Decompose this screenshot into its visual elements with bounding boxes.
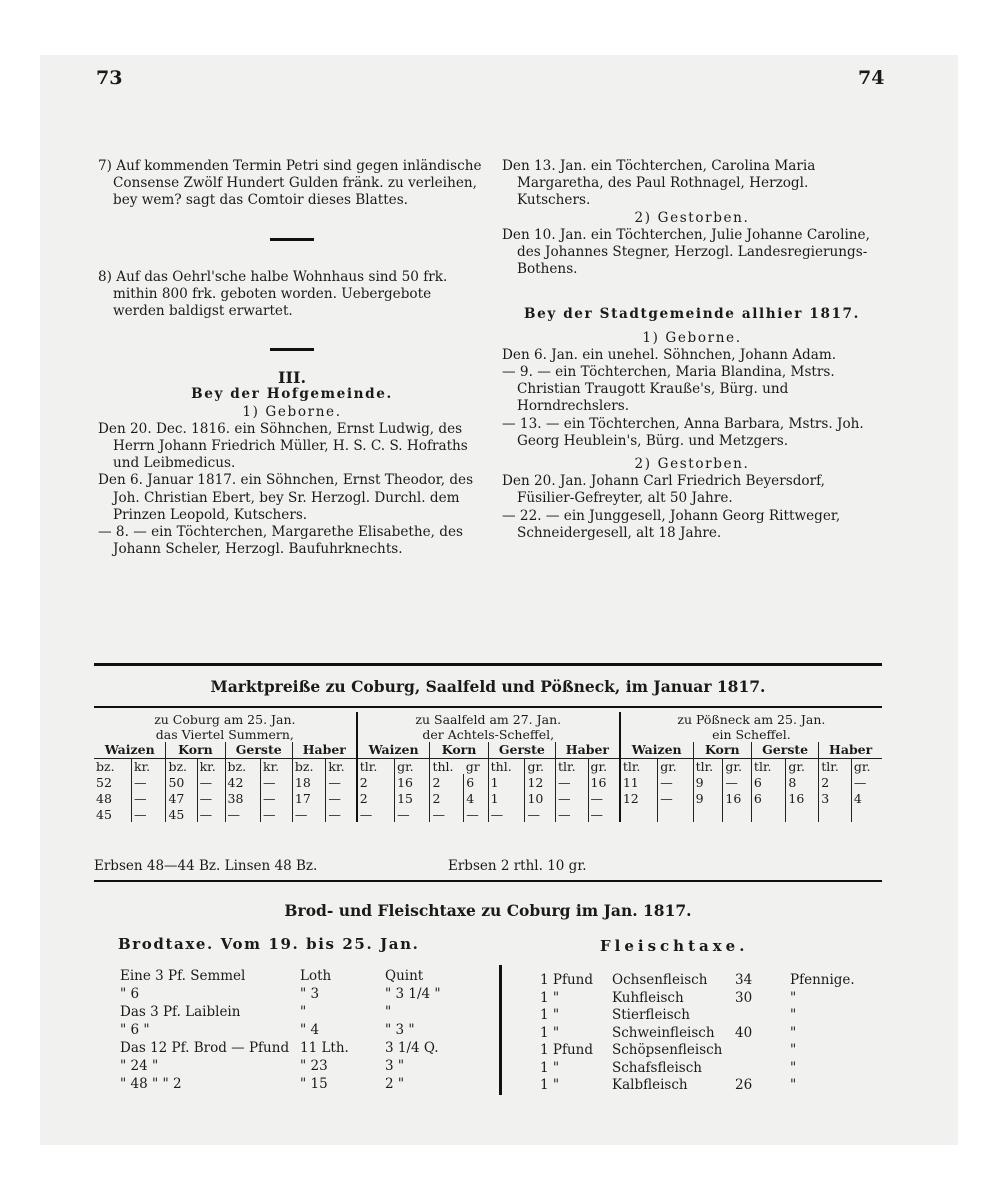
left-column [98,158,486,558]
brod-cell-c: 2 " [385,1076,405,1092]
notice-8: 8) Auf das Oehrl'sche halbe Wohnhaus sind 50 frk. mithin 800 frk. geboten worden. Uebergebote werden baldigst erwartet. [98,268,448,320]
birth-entry: — 13. — ein Töchterchen, Anna Barbara, Mstrs. Joh. Georg Heublein's, Bürg. und Metzgers. [502,415,864,449]
price-cell: — [197,774,225,790]
unit: gr [465,758,480,774]
price-row [94,806,882,822]
fleisch-cell-price: 26 [735,1077,753,1093]
price-cell [620,806,658,822]
unit: gr. [786,758,819,774]
brod-cell-a: Eine 3 Pf. Semmel [120,968,246,984]
price-cell: — [588,790,620,806]
price-cell: 17 [292,790,326,806]
fleisch-cell-q: 1 " [540,1059,560,1076]
fleisch-cell-name: Schafsfleisch [612,1059,702,1076]
price-cell: 18 [292,774,326,790]
fleisch-cell-q: 1 Pfund [540,972,593,988]
price-cell: 2 [430,790,464,806]
unit: thl. [430,758,464,774]
unit: kr. [132,758,166,774]
section-title: Bey der Hofgemeinde. [191,386,393,403]
price-cell: 2 [357,790,395,806]
fleisch-cell-name: Kalbfleisch [612,1077,688,1093]
brod-cell-a: " 6 " [120,1022,150,1038]
price-cell: — [197,790,225,806]
brod-cell-a: Das 12 Pf. Brod — Pfund [120,1040,290,1056]
fleisch-cell-name: Ochsenfleisch [612,972,708,988]
fleisch-cell-name: Schweinfleisch [612,1024,715,1041]
price-cell: 52 [96,774,112,790]
price-cell: 47 [166,790,197,806]
price-cell: — [723,774,752,790]
price-cell: — [326,774,357,790]
unit: tlr. [693,758,723,774]
brod-cell-b: " 15 [300,1076,328,1092]
price-cell: 10 [525,790,556,806]
page-number-left: 73 [96,67,123,89]
price-cell: 8 [786,774,819,790]
fleisch-cell-q: 1 " [540,1024,560,1041]
price-cell [658,806,693,822]
grain-header: Waizen [620,742,693,758]
fleisch-cell-price: 34 [735,972,753,988]
fleisch-cell-unit: " [790,1007,797,1023]
price-cell [819,806,852,822]
price-cell: — [555,774,588,790]
price-cell: — [525,806,556,822]
brod-cell-c: Quint [385,968,424,984]
brod-cell-b: " 3 [300,986,320,1002]
grain-header: Haber [292,742,356,758]
market-price-table [94,712,882,822]
unit: gr. [658,758,693,774]
fleisch-cell-unit: " [790,1024,797,1041]
price-cell: 16 [588,774,620,790]
unit: tlr. [357,758,395,774]
grain-header: Gerste [488,742,555,758]
price-cell: 50 [166,774,197,790]
price-cell: 2 [357,774,395,790]
price-cell: — [261,790,293,806]
price-cell: — [395,806,430,822]
brod-cell-b: " [300,1004,307,1020]
price-rows [94,774,882,822]
price-cell: — [357,806,395,822]
fleisch-cell-price: 30 [735,989,753,1006]
price-cell: — [197,806,225,822]
price-cell: 2 [430,774,464,790]
market-title: Marktpreiße zu Coburg, Saalfeld und Pößneck, im Januar 1817. [210,677,766,696]
unit: tlr. [620,758,658,774]
grain-header: Gerste [225,742,292,758]
unit: kr. [326,758,357,774]
brod-cell-b: Loth [300,968,332,984]
unit: gr. [851,758,882,774]
unit: bz. [225,758,260,774]
saalfeld-header: zu Saalfeld am 27. Jan. [415,712,562,727]
price-cell: — [488,806,525,822]
fleisch-cell-q: 1 " [540,989,560,1006]
price-cell: 4 [464,790,488,806]
deaths-heading: 2) Gestorben. [634,456,750,473]
fleisch-cell-unit: " [790,1059,797,1076]
fleisch-cell-name: Stierfleisch [612,1007,690,1023]
death-entry: — 22. — ein Junggesell, Johann Georg Rittweger, Schneidergesell, alt 18 Jahre. [502,507,841,541]
page-number-right: 74 [858,67,885,89]
fleisch-cell-unit: " [790,1077,797,1093]
price-cell: 45 [166,806,197,822]
unit: tlr. [555,758,588,774]
grain-header: Haber [555,742,619,758]
column-divider [499,965,502,1095]
price-cell: — [261,806,293,822]
fleisch-cell-unit: " [790,989,797,1006]
price-cell: — [555,806,588,822]
price-cell: 4 [851,790,882,806]
brod-cell-a: " 6 [120,986,140,1002]
poessneck-header: zu Pößneck am 25. Jan. [677,712,826,727]
unit: tlr. [751,758,785,774]
tax-title: Brod- und Fleischtaxe zu Coburg im Jan. 1817. [284,901,692,920]
price-cell: 38 [225,790,260,806]
brod-cell-c: 3 1/4 Q. [385,1040,439,1056]
price-cell: — [225,806,260,822]
price-cell: 1 [488,790,525,806]
price-cell: — [132,774,166,790]
price-cell: — [326,790,357,806]
price-cell: 6 [751,774,785,790]
price-cell: — [464,806,488,822]
brod-heading: Brodtaxe. Vom 19. bis 25. Jan. [118,935,420,953]
birth-entry: Den 6. Jan. ein unehel. Söhnchen, Johann Adam. [502,346,837,363]
grain-header: Korn [693,742,751,758]
price-cell: 9 [693,774,723,790]
price-cell: 2 [819,774,852,790]
grain-header: Waizen [94,742,166,758]
price-cell: — [430,806,464,822]
unit: bz. [292,758,326,774]
brod-cell-c: 3 " [385,1058,405,1074]
price-cell: — [588,806,620,822]
birth-entry: Den 6. Januar 1817. ein Söhnchen, Ernst Theodor, des Joh. Christian Ebert, bey Sr. Herzogl. Durchl. dem Prinzen Leopold, Kutschers. [98,472,474,523]
unit: gr. [525,758,556,774]
notice-7: 7) Auf kommenden Termin Petri sind gegen inländische Consense Zwölf Hundert Gulden fränk. zu verleihen, bey wem? sagt das Comtoir dieses Blattes. [98,158,482,209]
price-cell: 11 [620,774,658,790]
price-cell [786,806,819,822]
unit: gr. [588,758,620,774]
section-rule [94,706,882,708]
brod-cell-b: " 23 [300,1058,328,1074]
section-numeral: III. [277,368,307,388]
price-cell: — [132,806,166,822]
city-heading: Bey der Stadtgemeinde allhier 1817. [524,306,860,323]
price-cell: — [261,774,293,790]
death-entry: Den 20. Jan. Johann Carl Friedrich Beyersdorf, Füsilier-Gefreyter, alt 50 Jahre. [502,473,825,507]
fleisch-cell-q: 1 " [540,1077,560,1093]
unit: kr. [197,758,225,774]
price-cell: 6 [751,790,785,806]
price-cell: 42 [225,774,260,790]
grain-header: Waizen [357,742,430,758]
price-cell: 45 [96,806,112,822]
brod-cell-a: " 48 " " 2 [120,1076,182,1092]
price-cell: 12 [620,790,658,806]
birth-entry: — 8. — ein Töchterchen, Margarethe Elisabethe, des Johann Scheler, Herzogl. Baufuhrknechts. [98,524,464,558]
price-cell: 48 [96,790,112,806]
brod-cell-a: " 24 " [120,1058,159,1074]
fleisch-cell-q: 1 Pfund [540,1042,593,1058]
unit: tlr. [819,758,852,774]
price-cell [751,806,785,822]
price-cell: — [658,790,693,806]
birth-entry: Den 20. Dec. 1816. ein Söhnchen, Ernst Ludwig, des Herrn Johann Friedrich Müller, H. S. C. S. Hofraths und Leibmedicus. [98,420,468,472]
section-rule [94,663,882,666]
death-entry: Den 10. Jan. ein Töchterchen, Julie Johanne Caroline, des Johannes Stegner, Herzogl. Landesregierungs-Bothens. [502,226,870,278]
price-cell: — [132,790,166,806]
price-cell: 9 [693,790,723,806]
brod-cell-c: " [385,1004,392,1020]
grain-header: Haber [819,742,882,758]
price-cell [851,806,882,822]
brod-cell-c: " 3 1/4 " [385,986,441,1002]
brod-cell-a: Das 3 Pf. Laiblein [120,1004,241,1020]
unit: thl. [488,758,525,774]
fleisch-cell-name: Schöpsenfleisch [612,1042,723,1058]
unit: bz. [166,758,197,774]
price-row [94,790,882,806]
price-cell [693,806,723,822]
unit: gr. [723,758,752,774]
price-cell: — [555,790,588,806]
unit: kr. [261,758,293,774]
poessneck-header: ein Scheffel. [712,727,791,742]
birth-entry: — 9. — ein Töchterchen, Maria Blandina, Mstrs. Christian Traugott Krauße's, Bürg. und Horndrechslers. [502,364,835,415]
price-cell: — [658,774,693,790]
deaths-heading: 2) Gestorben. [634,209,750,226]
grain-header: Gerste [751,742,818,758]
right-column [502,158,882,542]
price-cell: 3 [819,790,852,806]
saalfeld-header: der Achtels-Scheffel, [422,727,555,742]
brod-cell-c: " 3 " [385,1022,415,1038]
birth-entry: Den 13. Jan. ein Töchterchen, Carolina Maria Margaretha, des Paul Rothnagel, Herzogl. Kutschers. [502,158,816,209]
coburg-header: das Viertel Summern, [155,727,294,742]
price-cell: 16 [723,790,752,806]
price-cell: 6 [464,774,488,790]
price-cell: 1 [488,774,525,790]
fleisch-cell-unit: " [790,1042,797,1058]
price-cell: — [851,774,882,790]
fleisch-heading: Fleischtaxe. [600,937,749,955]
unit: gr. [395,758,430,774]
price-cell: — [292,806,326,822]
coburg-footer: Erbsen 48—44 Bz. Linsen 48 Bz. [94,858,318,874]
fleisch-cell-name: Kuhfleisch [612,989,684,1006]
unit: bz. [96,758,115,774]
fleisch-cell-q: 1 " [540,1007,560,1023]
price-cell: 16 [395,774,430,790]
price-row [94,774,882,790]
brod-cell-b: " 4 [300,1022,320,1038]
price-cell: — [326,806,357,822]
coburg-header: zu Coburg am 25. Jan. [154,712,296,727]
fleisch-cell-price: 40 [735,1024,753,1041]
brod-cell-b: 11 Lth. [300,1040,349,1056]
fleisch-cell-unit: Pfennige. [790,972,855,988]
births-heading: 1) Geborne. [642,329,742,346]
births-heading: 1) Geborne. [242,403,342,420]
grain-header: Korn [166,742,225,758]
section-rule [94,880,882,882]
price-cell: 15 [395,790,430,806]
price-cell: 12 [525,774,556,790]
price-cell [723,806,752,822]
grain-header: Korn [430,742,488,758]
saalfeld-footer: Erbsen 2 rthl. 10 gr. [448,858,587,874]
price-cell: 16 [786,790,819,806]
